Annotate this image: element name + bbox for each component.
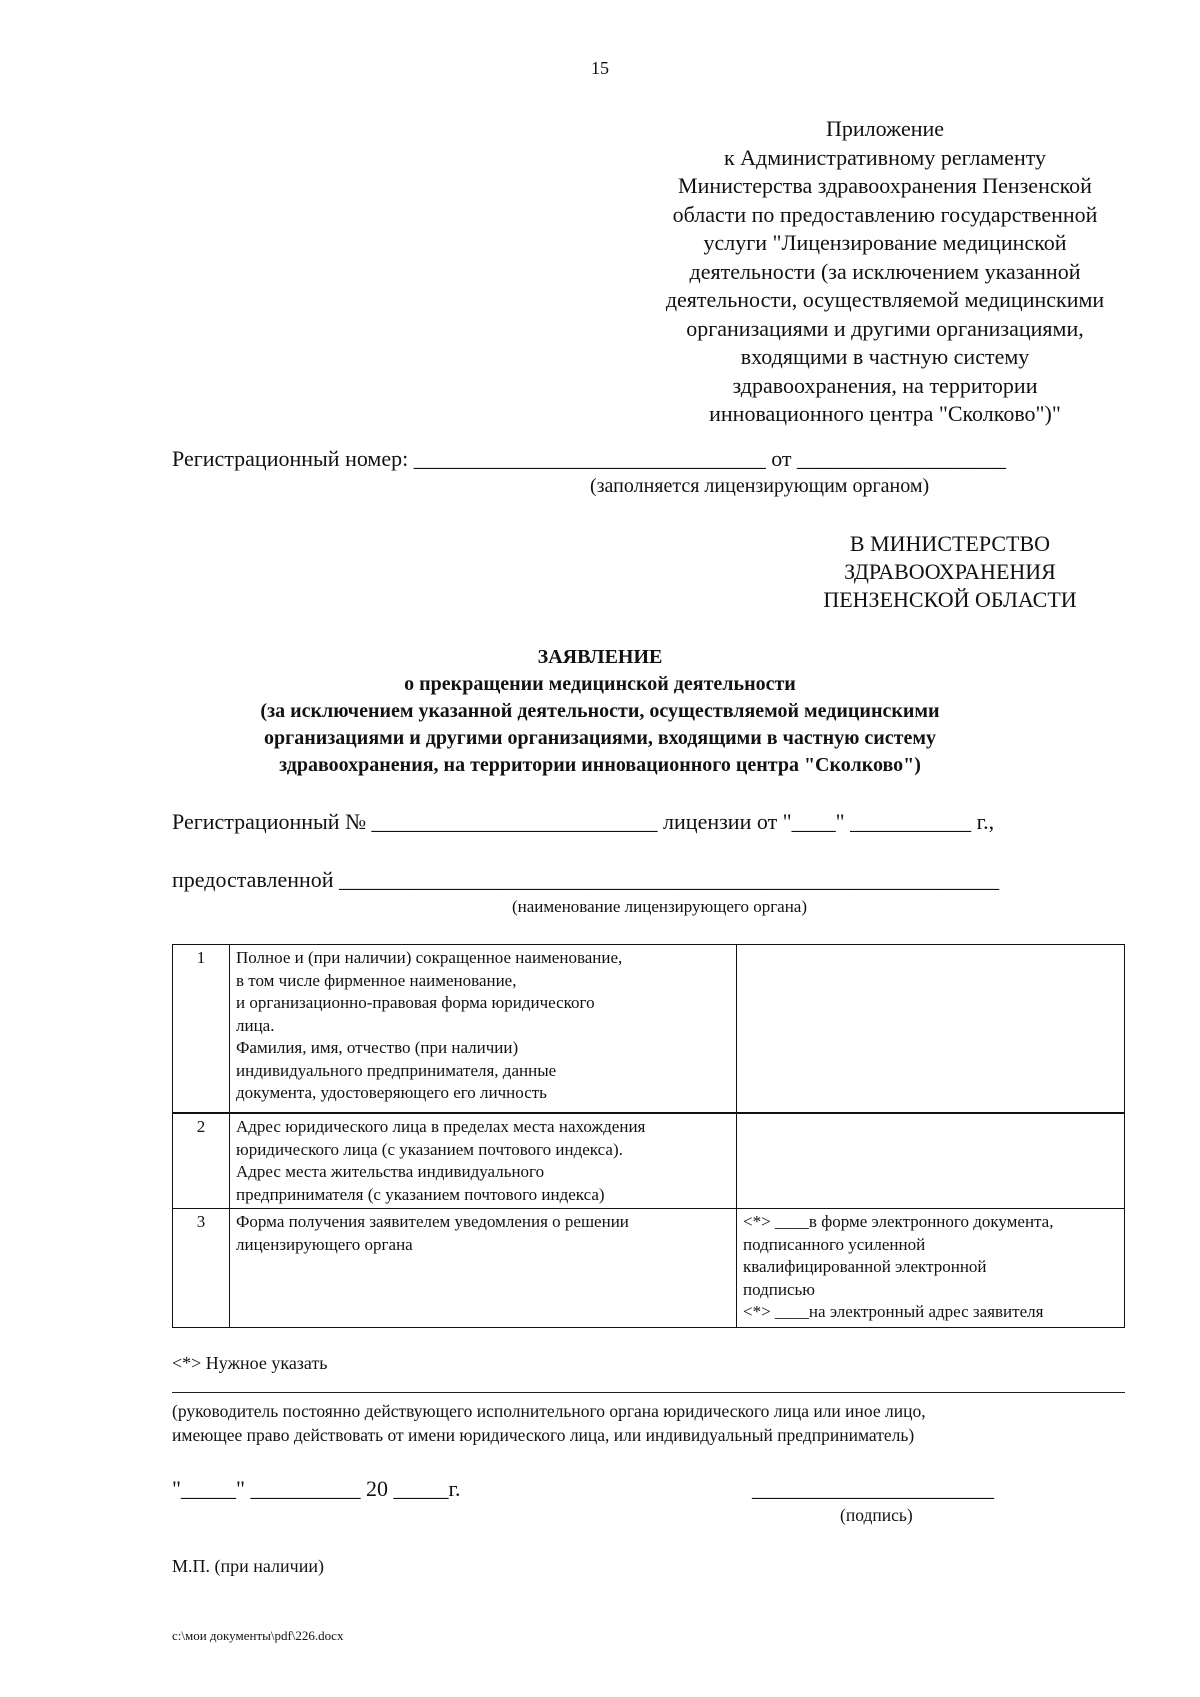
desc-line: лица. <box>236 1015 275 1035</box>
desc-line: Адрес юридического лица в пределах места нахождения <box>236 1117 646 1136</box>
registration-number-line: Регистрационный номер: ________________________________ от ___________________ <box>172 446 1007 471</box>
value-line: подписью <box>743 1279 815 1299</box>
appendix-line: организациями и другими организациями, <box>686 315 1084 341</box>
document-title <box>150 644 1050 779</box>
desc-line: лицензирующего органа <box>236 1234 413 1254</box>
date-line: "_____" __________ 20 _____г. <box>172 1476 461 1501</box>
row-description <box>230 945 737 1114</box>
appendix-line: услуги "Лицензирование медицинской <box>703 230 1067 255</box>
row-value-field[interactable] <box>737 1113 1125 1209</box>
table-row <box>173 945 1125 1114</box>
appendix-line: инновационного центра "Сколково")" <box>709 401 1061 426</box>
footnote: <*> Нужное указать <box>172 1353 328 1373</box>
desc-line: индивидуального предпринимателя, данные <box>236 1060 557 1080</box>
appendix-header <box>620 115 1150 429</box>
appendix-line: деятельности, осуществляемой медицинскими <box>665 287 1105 312</box>
addressee-line: ЗДРАВООХРАНЕНИЯ <box>844 559 1056 584</box>
appendix-line: Министерства здравоохранения Пензенской <box>678 173 1092 198</box>
application-table <box>172 944 1125 1328</box>
value-line: квалифицированной электронной <box>743 1257 987 1276</box>
signature-note: (подпись) <box>840 1505 913 1525</box>
desc-line: предпринимателя (с указанием почтового индекса) <box>236 1184 605 1204</box>
desc-line: и организационно-правовая форма юридического <box>236 993 595 1012</box>
title-line: о прекращении медицинской деятельности <box>404 673 796 695</box>
desc-line: документа, удостоверяющего его личность <box>236 1083 547 1102</box>
granted-by-line: предоставленной ____________________________________________________________ <box>172 867 1000 892</box>
registration-note: (заполняется лицензирующим органом) <box>590 475 930 497</box>
appendix-line: к Административному регламенту <box>723 144 1047 170</box>
leader-note-line: имеющее право действовать от имени юридического лица, или индивидуальный предприниматель) <box>172 1425 915 1445</box>
signature-line: ______________________ <box>752 1476 994 1501</box>
row-description <box>230 1209 737 1328</box>
table-row <box>173 1209 1125 1328</box>
row-value-field[interactable] <box>737 1209 1125 1328</box>
file-path: c:\мои документы\pdf\226.docx <box>172 1628 344 1643</box>
table-row <box>173 1113 1125 1209</box>
addressee <box>760 530 1140 614</box>
leader-note-line: (руководитель постоянно действующего исполнительного органа юридического лица или иное лицо, <box>172 1401 926 1421</box>
leader-note <box>172 1399 1132 1447</box>
appendix-line: деятельности (за исключением указанной <box>689 258 1081 284</box>
title-line: организациями и другими организациями, входящими в частную систему <box>263 727 936 749</box>
title-line: (за исключением указанной деятельности, осуществляемой медицинскими <box>260 700 940 722</box>
option-email[interactable]: <*> ____на электронный адрес заявителя <box>743 1302 1044 1321</box>
addressee-line: ПЕНЗЕНСКОЙ ОБЛАСТИ <box>823 587 1077 612</box>
stamp-note: М.П. (при наличии) <box>172 1556 324 1576</box>
row-description <box>230 1113 737 1209</box>
option-electronic-doc[interactable]: <*> ____в форме электронного документа, <box>743 1212 1054 1231</box>
desc-line: в том числе фирменное наименование, <box>236 970 517 990</box>
title-line: здравоохранения, на территории инновационного центра "Сколково") <box>279 754 921 776</box>
row-value-field[interactable] <box>737 945 1125 1114</box>
row-number: 3 <box>173 1209 230 1328</box>
value-line: подписанного усиленной <box>743 1234 926 1254</box>
desc-line: юридического лица (с указанием почтового индекса). <box>236 1139 623 1159</box>
desc-line: Полное и (при наличии) сокращенное наименование, <box>236 948 623 967</box>
signature-rule <box>172 1392 1125 1393</box>
appendix-line: входящими в частную систему <box>740 344 1030 369</box>
title-line: ЗАЯВЛЕНИЕ <box>537 646 663 668</box>
row-number: 2 <box>173 1113 230 1209</box>
desc-line: Фамилия, имя, отчество (при наличии) <box>236 1038 519 1057</box>
appendix-line: области по предоставлению государственной <box>672 201 1098 227</box>
page-number: 15 <box>591 58 609 78</box>
row-number: 1 <box>173 945 230 1114</box>
granted-by-note: (наименование лицензирующего органа) <box>512 897 808 916</box>
appendix-line: Приложение <box>825 116 945 141</box>
license-number-line: Регистрационный № __________________________ лицензии от "____" ___________ г., <box>172 809 995 834</box>
desc-line: Форма получения заявителем уведомления о решении <box>236 1212 629 1231</box>
desc-line: Адрес места жительства индивидуального <box>236 1162 545 1181</box>
addressee-line: В МИНИСТЕРСТВО <box>849 531 1051 556</box>
appendix-line: здравоохранения, на территории <box>732 372 1038 398</box>
